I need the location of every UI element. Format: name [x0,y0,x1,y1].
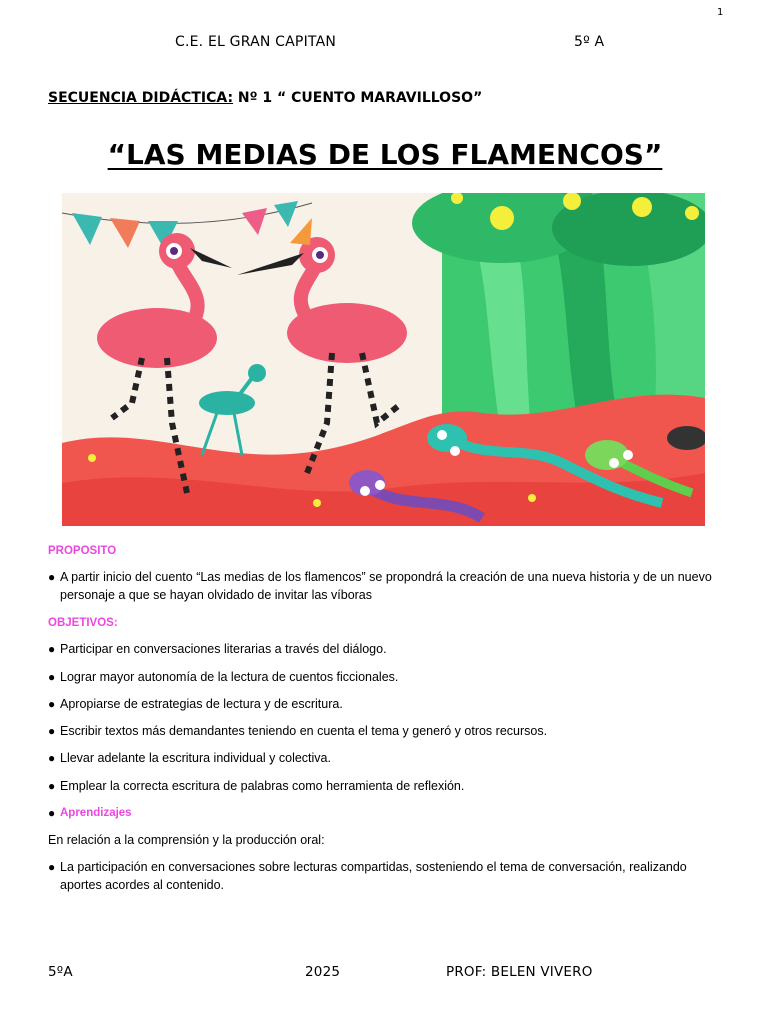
list-item [48,858,720,894]
objetivo-text: Apropiarse de estrategias de lectura y de escritura. [60,697,343,711]
objetivo-text: Llevar adelante la escritura individual y colectiva. [60,751,331,765]
objetivos-heading [48,613,720,632]
bullet-icon: ● [48,570,56,584]
aprendizaje-text: La participación en conversaciones sobre lecturas compartidas, sosteniendo el tema de conversación, realizando aportes acordes al contenido. [60,860,687,892]
flamingos-snakes-illustration [62,193,705,526]
footer-grade: 5ºA [48,964,73,980]
bullet-icon: ● [48,724,56,738]
bullet-icon: ● [48,779,56,793]
bullet-icon: ● [48,751,56,765]
sequence-line [48,90,482,106]
grade-header: 5º A [574,34,605,50]
list-item [48,640,720,658]
footer-teacher: PROF: BELEN VIVERO [446,964,593,980]
sequence-value: Nº 1 “ CUENTO MARAVILLOSO” [233,90,483,106]
objetivo-text: Lograr mayor autonomía de la lectura de cuentos ficcionales. [60,670,399,684]
bullet-icon: ● [48,806,56,820]
list-item [48,722,720,740]
list-item [48,695,720,713]
bullet-icon: ● [48,697,56,711]
proposito-item [48,568,720,604]
footer-year: 2025 [305,964,341,980]
bullet-icon: ● [48,642,56,656]
proposito-text: A partir inicio del cuento “Las medias de los flamencos” se propondrá la creación de una nueva historia y de un nuevo personaje a que se hayan olvidado de invitar las víboras [60,570,712,602]
page-number: 1 [717,7,724,18]
proposito-heading-text: PROPOSITO [48,545,117,557]
list-item [48,749,720,767]
page-title: “LAS MEDIAS DE LOS FLAMENCOS” [107,138,663,171]
objetivo-text: Escribir textos más demandantes teniendo en cuenta el tema y generó y otros recursos. [60,724,548,738]
objetivo-text: Participar en conversaciones literarias a través del diálogo. [60,642,387,656]
aprendizajes-heading-text: Aprendizajes [60,807,132,819]
objetivos-heading-text: OBJETIVOS: [48,617,118,629]
school-name: C.E. EL GRAN CAPITAN [175,34,337,50]
list-item [48,668,720,686]
list-item [48,777,720,795]
bullet-icon: ● [48,860,56,874]
bullet-icon: ● [48,670,56,684]
aprendizajes-intro: En relación a la comprensión y la producción oral: [48,833,325,847]
aprendizajes-heading [48,804,720,822]
objetivo-text: Emplear la correcta escritura de palabras como herramienta de reflexión. [60,779,465,793]
proposito-heading [48,541,720,560]
sequence-label: SECUENCIA DIDÁCTICA: [48,90,234,106]
